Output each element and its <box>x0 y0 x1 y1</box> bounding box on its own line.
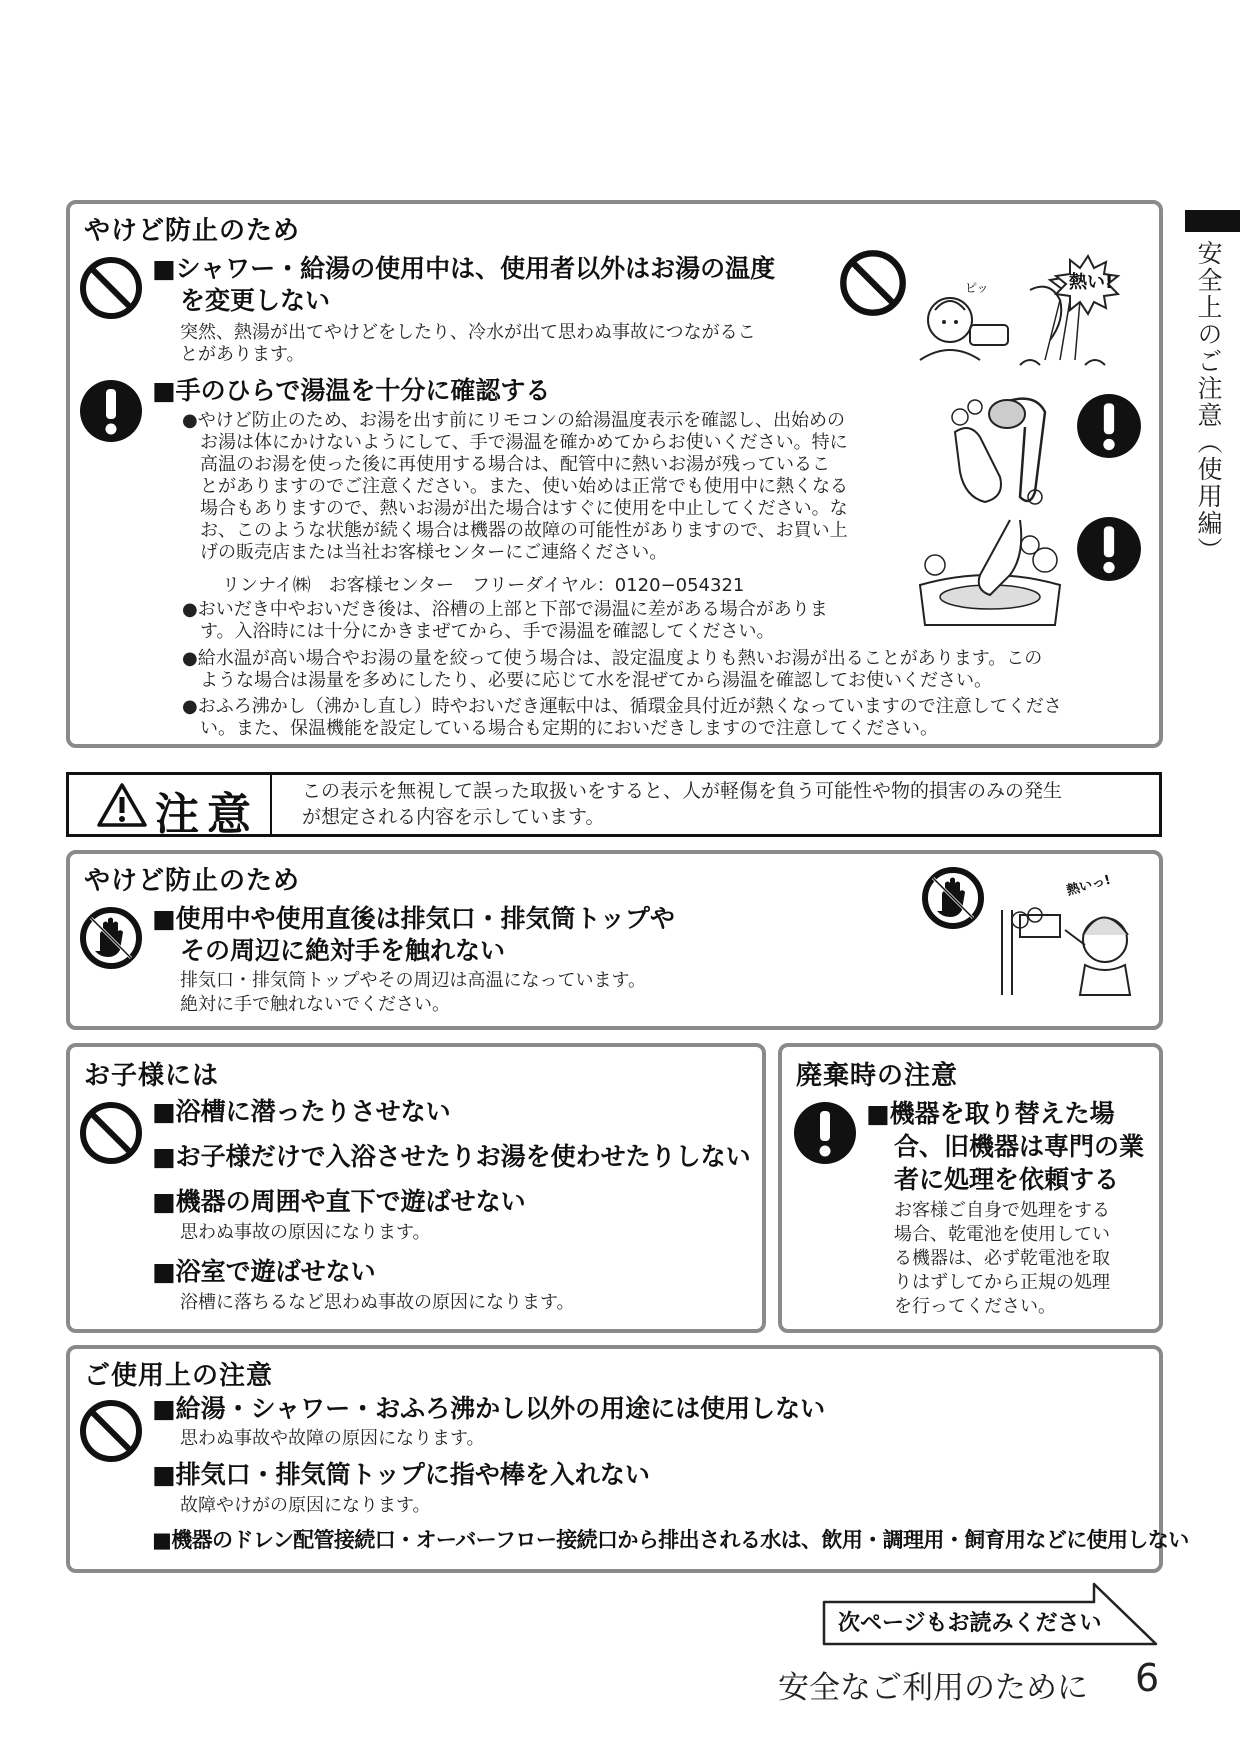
bullet-line: ●おいだき中やおいだき後は、浴槽の上部と下部で湯温に差がある場合がありま <box>182 599 828 620</box>
caution-text: お客様ご自身で処理をする <box>894 1200 1110 1221</box>
no-touch-hand-icon <box>920 865 986 931</box>
vent-touch-illustration <box>990 870 1140 1000</box>
warning-title: ■機器の周囲や直下で遊ばせない <box>152 1187 526 1216</box>
section-heading: お子様には <box>84 1061 220 1091</box>
warning-text: 浴槽に落ちるなど思わぬ事故の原因になります。 <box>180 1292 575 1313</box>
caution-text: 排気口・排気筒トップやその周辺は高温になっています。 <box>180 970 647 991</box>
hot-exclamation-label: 熱い! <box>1069 272 1114 293</box>
bullet-line: ●おふろ沸かし（沸かし直し）時やおいだき運転中は、循環金具付近が熱くなっていますので注意してくださ <box>182 696 1062 717</box>
caution-title: ■排気口・排気筒トップに指や棒を入れない <box>152 1460 650 1489</box>
caution-banner-divider <box>270 775 272 834</box>
caution-title: ■機器のドレン配管接続口・オーバーフロー接続口から排出される水は、飲用・調理用・飼育用などに使用しない <box>152 1528 1189 1552</box>
side-tab-label: 安全上のご注意（使用編） <box>1194 240 1223 564</box>
warning-title: を変更しない <box>180 286 331 315</box>
caution-title: 者に処理を依頼する <box>894 1165 1120 1194</box>
prohibition-icon <box>838 248 908 318</box>
bullet-line: 高温のお湯を使った後に再使用する場合は、配管中に熱いお湯が残っているこ <box>200 454 830 475</box>
bullet-line: す。入浴時には十分にかきまぜてから、手で湯温を確認してください。 <box>200 621 775 642</box>
bullet-line: お、このような状態が続く場合は機器の故障の可能性がありますので、お買い上 <box>200 520 848 541</box>
hand-shower-illustration <box>945 392 1060 512</box>
warning-text: 突然、熱湯が出てやけどをしたり、冷水が出て思わぬ事故につながるこ <box>180 322 756 343</box>
footer-title: 安全なご利用のために <box>778 1670 1088 1706</box>
bullet-line: お湯は体にかけないようにして、手で湯温を確かめてからお使いください。特に <box>200 432 848 453</box>
caution-text: 故障やけがの原因になります。 <box>180 1495 431 1516</box>
bullet-line: ●給水温が高い場合やお湯の量を絞って使う場合は、設定温度よりも熱いお湯が出ることがあります。この <box>182 648 1043 669</box>
section-heading: ご使用上の注意 <box>84 1361 274 1391</box>
section-heading: やけど防止のため <box>84 866 301 896</box>
caution-title: ■機器を取り替えた場 <box>866 1099 1115 1128</box>
bullet-line: ような場合は湯量を多めにしたり、必要に応じて水を混ぜてから湯温を確認してお使いください。 <box>200 670 992 691</box>
no-touch-hand-icon <box>78 905 144 971</box>
bullet-line: とがありますのでご注意ください。また、使い始めは正常でも使用中に熱くなる <box>200 476 848 497</box>
bullet-line: 場合もありますので、熱いお湯が出た場合はすぐに使用を中止してください。な <box>200 498 848 519</box>
prohibition-icon <box>78 255 144 321</box>
mandatory-action-icon <box>1075 392 1143 460</box>
caution-description: が想定される内容を示しています。 <box>302 806 605 828</box>
bullet-line: げの販売店または当社お客様センターにご連絡ください。 <box>200 542 668 563</box>
warning-title: ■お子様だけで入浴させたりお湯を使わせたりしない <box>152 1142 751 1171</box>
warning-text: とがあります。 <box>180 344 305 365</box>
caution-text: る機器は、必ず乾電池を取 <box>894 1248 1110 1269</box>
caution-title: その周辺に絶対手を触れない <box>180 936 506 965</box>
bullet-line: い。また、保温機能を設定している場合も定期的においだきしますので注意してください。 <box>200 718 938 739</box>
warning-triangle-icon <box>96 782 148 828</box>
caution-text: りはずしてから正規の処理 <box>894 1272 1110 1293</box>
warning-title: ■手のひらで湯温を十分に確認する <box>152 376 551 405</box>
prohibition-icon <box>78 1398 144 1464</box>
next-page-label[interactable]: 次ページもお読みください <box>838 1611 1102 1636</box>
caution-title: ■使用中や使用直後は排気口・排気筒トップや <box>152 904 675 933</box>
caution-text: 思わぬ事故や故障の原因になります。 <box>180 1428 485 1449</box>
warning-text: 思わぬ事故の原因になります。 <box>180 1222 431 1243</box>
hot-water-shower-illustration <box>910 250 1140 375</box>
warning-title: ■シャワー・給湯の使用中は、使用者以外はお湯の温度 <box>152 254 776 283</box>
mandatory-action-icon <box>78 378 144 444</box>
bathtub-hand-illustration <box>915 515 1065 630</box>
customer-center-line: リンナイ㈱ お客様センター フリーダイヤル：0120−054321 <box>222 575 745 596</box>
caution-text: 場合、乾電池を使用してい <box>894 1224 1110 1245</box>
page-number: 6 <box>1135 1656 1160 1700</box>
caution-description: この表示を無視して誤った取扱いをすると、人が軽傷を負う可能性や物的損害のみの発生 <box>302 780 1063 802</box>
mandatory-action-icon <box>1075 515 1143 583</box>
caution-title: 合、旧機器は専門の業 <box>894 1132 1145 1161</box>
caution-text: 絶対に手で触れないでください。 <box>180 994 450 1015</box>
beep-label: ピッ <box>965 281 989 295</box>
caution-text: を行ってください。 <box>894 1296 1056 1317</box>
section-heading: 廃棄時の注意 <box>796 1061 959 1091</box>
side-tab-marker <box>1185 210 1240 232</box>
warning-title: ■浴槽に潜ったりさせない <box>152 1097 451 1126</box>
hot-exclamation-label: 熱いっ! <box>1065 872 1113 899</box>
caution-label: 注意 <box>155 789 259 840</box>
prohibition-icon <box>78 1100 144 1166</box>
warning-title: ■浴室で遊ばせない <box>152 1257 376 1286</box>
mandatory-action-icon <box>792 1100 858 1166</box>
bullet-line: ●やけど防止のため、お湯を出す前にリモコンの給湯温度表示を確認し、出始めの <box>182 410 845 431</box>
section-heading: やけど防止のため <box>84 216 301 246</box>
caution-title: ■給湯・シャワー・おふろ沸かし以外の用途には使用しない <box>152 1394 826 1423</box>
